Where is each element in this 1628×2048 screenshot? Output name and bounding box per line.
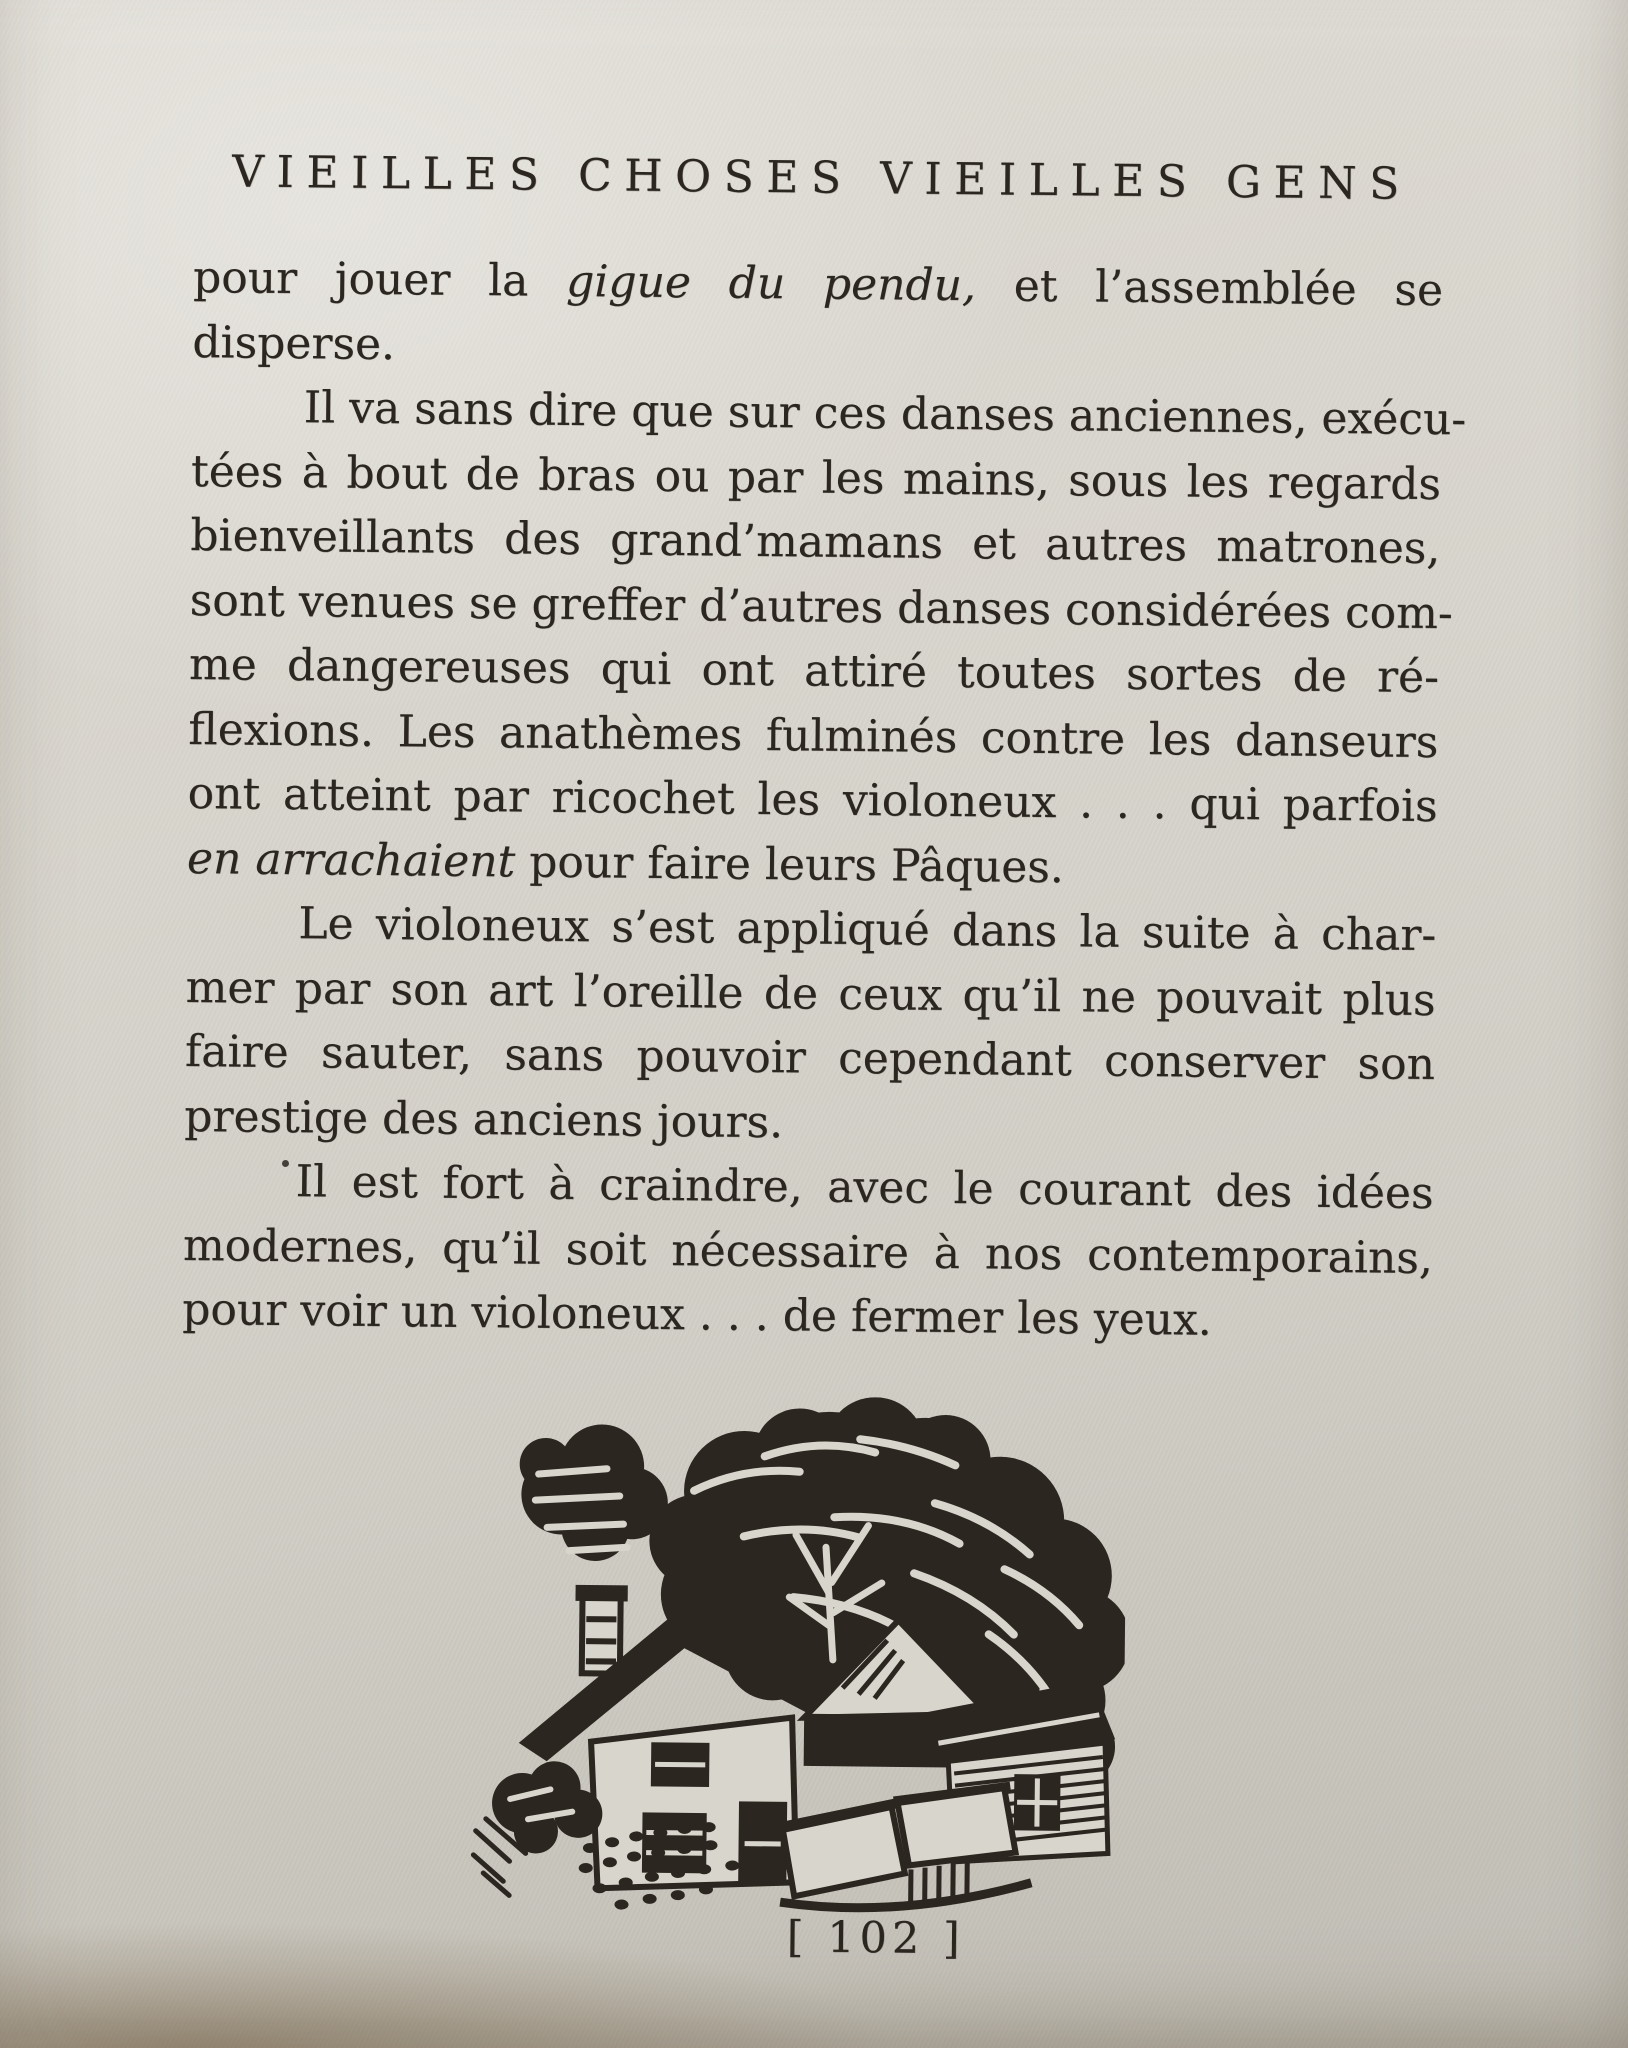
text-run: ont atteint par ricochet les violoneux . . . qui parfois xyxy=(187,768,1438,833)
text-run: pour voir un violoneux . . . de fermer les yeux. xyxy=(182,1283,1213,1346)
running-head: VIEILLES CHOSES VIEILLES GENS xyxy=(231,146,1413,210)
italic-text-run: gigue du pendu, xyxy=(565,255,977,312)
chimney-smoke-icon xyxy=(519,1424,669,1562)
text-run: modernes, qu’il soit nécessaire à nos contemporains, xyxy=(182,1219,1434,1284)
ink-speck xyxy=(282,1160,289,1167)
text-line xyxy=(187,762,1438,840)
text-line xyxy=(182,1278,1433,1356)
text-line xyxy=(189,633,1440,711)
text-run: disperse. xyxy=(192,316,396,370)
text-run: tées à bout de bras ou par les mains, sous les regards xyxy=(190,445,1442,510)
text-line xyxy=(185,1020,1436,1098)
woodcut-illustration xyxy=(438,1393,1127,1922)
text-run: flexions. Les anathèmes fulminés contre les danseurs xyxy=(188,703,1439,768)
text-run: me dangereuses qui ont attiré toutes sortes de ré- xyxy=(188,639,1440,704)
text-line xyxy=(186,891,1437,969)
text-line xyxy=(193,246,1444,324)
text-run: bienveillants des grand’mamans et autres matrones, xyxy=(190,510,1441,575)
text-line xyxy=(190,504,1441,582)
text-run: pour faire leurs Pâques. xyxy=(514,835,1065,893)
text-run: sont venues se greffer d’autres danses considérées com- xyxy=(189,574,1454,639)
text-run: et l’assemblée se xyxy=(975,260,1444,317)
text-line xyxy=(191,375,1467,453)
text-run: Il va sans dire que sur ces danses anciennes, exécu- xyxy=(303,382,1467,446)
italic-text-run: en arrachaient xyxy=(186,832,516,887)
woodcut-svg xyxy=(438,1393,1127,1922)
page-number: [ 102 ] xyxy=(786,1912,965,1965)
text-run: mer par son art l’oreille de ceux qu’il ne pouvait plus xyxy=(185,961,1436,1026)
text-run: faire sauter, sans pouvoir cependant conserver son xyxy=(184,1025,1436,1091)
text-run: prestige des anciens jours. xyxy=(184,1090,784,1148)
text-run: pour jouer la xyxy=(192,252,567,307)
text-run: Le violoneux s’est appliqué dans la suite à char- xyxy=(298,898,1437,962)
sheds-icon xyxy=(776,1784,1032,1910)
text-run: Il est fort à craindre, avec le courant des idées xyxy=(295,1156,1434,1220)
body-text xyxy=(182,246,1467,1356)
